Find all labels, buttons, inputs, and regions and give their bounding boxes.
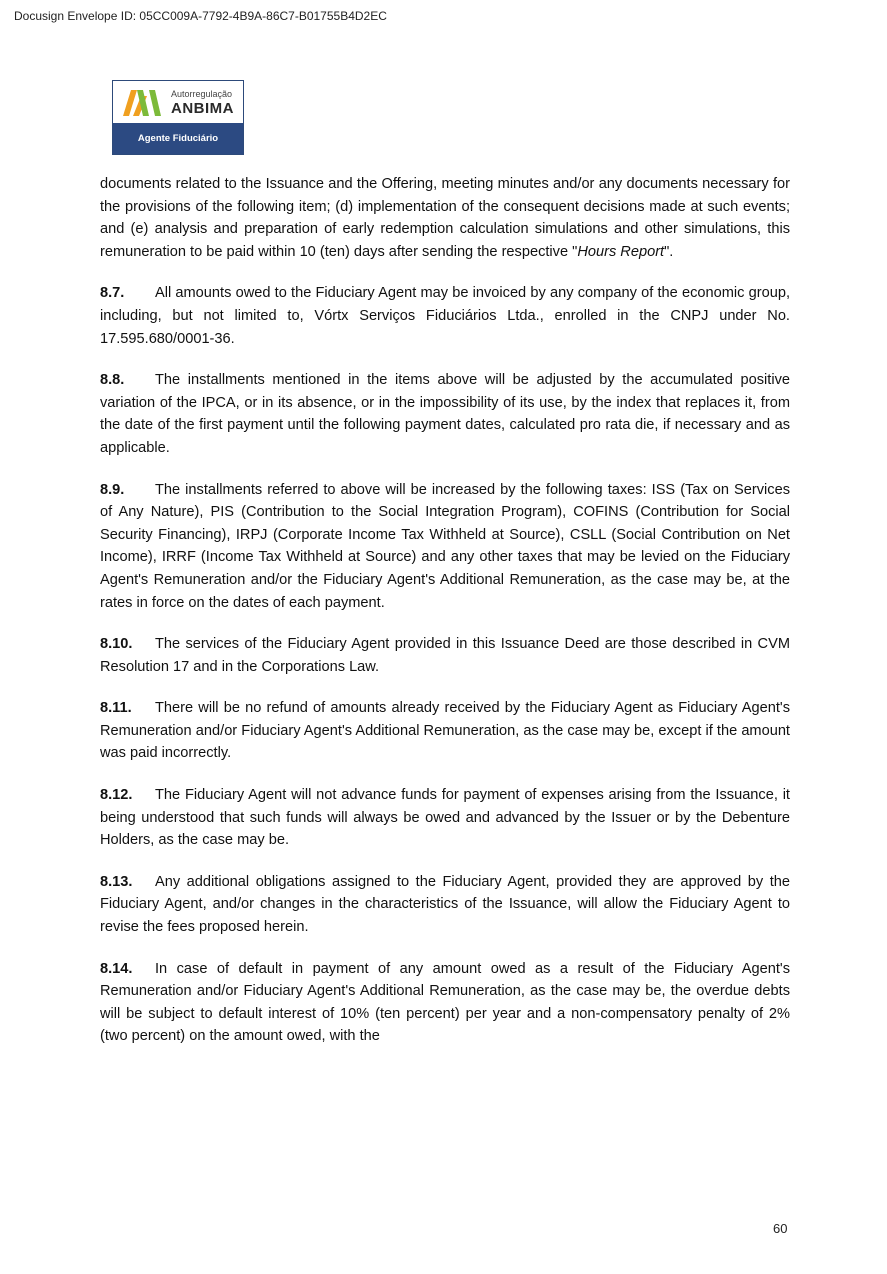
clause-8-7: [100, 282, 790, 350]
logo-line1: Autorregulação: [171, 89, 233, 99]
clause-number: 8.9.: [100, 481, 125, 498]
anbima-logo: [112, 80, 244, 155]
clause-8-14: [100, 958, 790, 1048]
logo-line2: ANBIMA: [171, 100, 234, 117]
clause-8-13: [100, 871, 790, 939]
intro-text: documents related to the Issuance and the Offering, meeting minutes and/or any documents necessary for the provisions of the following item; (d) implementation of the consequent decisions made at such events; and (e) analysis and preparation of early redemption calculation simulations and other simulations, this remuneration to be paid within 10 (ten) days after sending the respective ": [100, 176, 790, 260]
clause-number: 8.8.: [100, 372, 125, 389]
logo-band: Agente Fiduciário: [113, 123, 243, 154]
clause-8-9: [100, 479, 790, 615]
intro-paragraph: [100, 173, 790, 263]
clause-number: 8.7.: [100, 285, 125, 302]
logo-top: [113, 81, 243, 125]
document-body: [100, 173, 790, 1067]
envelope-id: Docusign Envelope ID: 05CC009A-7792-4B9A-86C7-B01755B4D2EC: [14, 9, 387, 23]
intro-italic: Hours Report: [577, 243, 665, 260]
clause-text: The installments referred to above will be increased by the following taxes: ISS (Tax on Services of Any Nature), PIS (Contribution to the Social Integration Program), COFINS (Contribution for Social Security Financing), IRPJ (Corporate Income Tax Withheld at Source), CSLL (Social Contribution on Net Income), IRRF (Income Tax Withheld at Source) and any other taxes that may be levied on the Fiduciary Agent's Remuneration and/or the Fiduciary Agent's Additional Remuneration, as the case may be, at the rates in force on the dates of each payment.: [100, 481, 790, 611]
clause-8-8: [100, 369, 790, 459]
clause-text: The installments mentioned in the items above will be adjusted by the accumulated positive variation of the IPCA, or in its absence, or in the impossibility of its use, by the index that replaces it, from the date of the first payment until the following payment dates, calculated pro rata die, if necessary and as applicable.: [100, 372, 790, 456]
clause-8-12: [100, 784, 790, 852]
clause-number: 8.13.: [100, 873, 133, 890]
clause-number: 8.12.: [100, 787, 133, 804]
clause-text: The Fiduciary Agent will not advance funds for payment of expenses arising from the Issuance, it being understood that such funds will always be owed and advanced by the Issuer or by the Debenture Holders, as the case may be.: [100, 787, 790, 849]
page-number: 60: [773, 1221, 788, 1236]
clause-number: 8.10.: [100, 636, 133, 653]
clause-text: There will be no refund of amounts already received by the Fiduciary Agent as Fiduciary Agent's Remuneration and/or Fiduciary Agent's Additional Remuneration, as the case may be, except if the amount was paid incorrectly.: [100, 700, 790, 762]
clause-text: All amounts owed to the Fiduciary Agent may be invoiced by any company of the economic group, including, but not limited to, Vórtx Serviços Fiduciários Ltda., enrolled in the CNPJ under No. 17.595.680/0001-36.: [100, 285, 790, 347]
anbima-mark-icon: [123, 90, 161, 116]
clause-number: 8.11.: [100, 700, 132, 717]
clause-text: In case of default in payment of any amount owed as a result of the Fiduciary Agent's Remuneration and/or Fiduciary Agent's Additional Remuneration, as the case may be, the overdue debts will be subject to default interest of 10% (ten percent) per year and a non-compensatory penalty of 2% (two percent) on the amount owed, with the: [100, 960, 790, 1045]
intro-tail: ".: [664, 243, 674, 260]
clause-8-10: [100, 633, 790, 678]
clause-8-11: [100, 697, 790, 765]
clause-number: 8.14.: [100, 960, 133, 977]
clause-text: Any additional obligations assigned to the Fiduciary Agent, provided they are approved by the Fiduciary Agent, and/or changes in the characteristics of the Issuance, will allow the Fiduciary Agent to revise the fees proposed herein.: [100, 873, 790, 936]
clause-text: The services of the Fiduciary Agent provided in this Issuance Deed are those described in CVM Resolution 17 and in the Corporations Law.: [100, 636, 790, 675]
